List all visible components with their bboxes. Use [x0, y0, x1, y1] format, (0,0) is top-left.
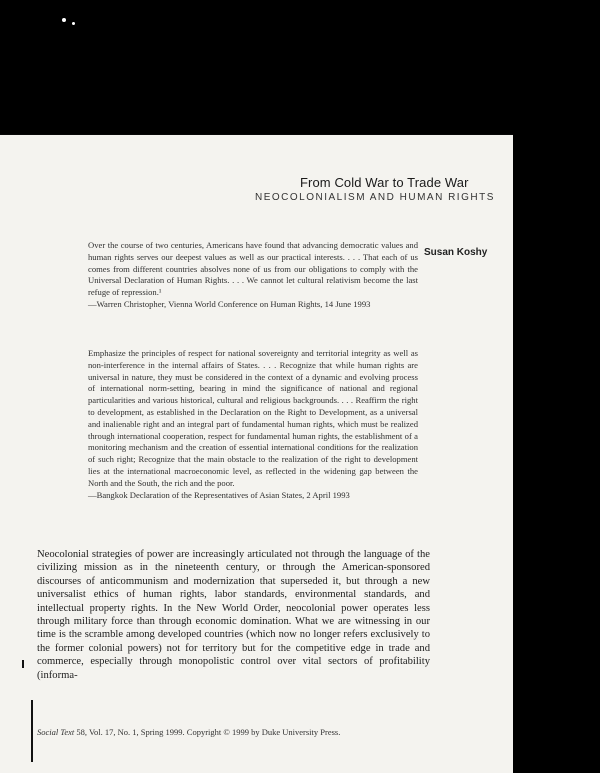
epigraph-1 [88, 240, 418, 311]
body-paragraph [37, 548, 430, 682]
body-text: Neocolonial strategies of power are increasingly articulated not through the language of the civilizing mission as in the nineteenth century, or through the American-sponsored discourses of anticommunism and modernization that superseded it, but through a new universalist ethics of human rights, labor standards, environmental standards, and intellectual property rights. In the New World Order, neocolonial power operates less through military force than through economic domination. What we are witnessing in our time is the scramble among developed countries (which now no longer refers exclusively to the former colonial powers) not for territory but for the competitive edge in trade and commerce, especially through monopolistic control over vital sectors of profitability (informa- [37, 549, 430, 681]
margin-mark [22, 660, 24, 668]
article-subtitle: NEOCOLONIALISM AND HUMAN RIGHTS [255, 192, 495, 203]
epigraph-text: Over the course of two centuries, Americans have found that advancing democratic values and human rights serves our deepest values as well as our practical interests. . . . That each of us comes from different countries absolves none of us from our obligations to comply with the Universal Declaration of Human Rights. . . . We cannot let cultural relativism become the last refuge of repression.¹ [88, 240, 418, 298]
epigraph-attribution: —Warren Christopher, Vienna World Conference on Human Rights, 14 June 1993 [88, 298, 371, 309]
epigraph-attribution: —Bangkok Declaration of the Representatives of Asian States, 2 April 1993 [88, 489, 350, 500]
scan-dark-top [0, 0, 513, 140]
dust-speck [72, 22, 75, 25]
margin-mark [31, 700, 33, 762]
dust-speck [62, 18, 66, 22]
scan-dark-right [513, 0, 600, 773]
citation-text: 58, Vol. 17, No. 1, Spring 1999. Copyright © 1999 by Duke University Press. [74, 727, 341, 737]
article-title: From Cold War to Trade War [300, 175, 469, 190]
journal-name: Social Text [37, 727, 75, 737]
epigraph-2 [88, 348, 418, 501]
author-name: Susan Koshy [424, 247, 488, 258]
footer-citation [37, 727, 340, 737]
epigraph-text: Emphasize the principles of respect for national sovereignty and territorial integrity as well as non-interference in the internal affairs of States. . . . Recognize that while human rights are universal in nature, they must be considered in the context of a dynamic and evolving process of international norm-setting, bearing in mind the significance of national and regional particularities and various historical, cultural and religious backgrounds. . . . Reaffirm the right to development, as established in the Declaration on the Right to Development, as a universal and inalienable right and an integral part of fundamental human rights, which must be realized through international cooperation, respect for fundamental human rights, the establishment of a monitoring mechanism and the creation of essential international conditions for the realization of such right; Recognize that the main obstacle to the realization of the right to development lies at the international macroeconomic level, as reflected in the widening gap between the North and the South, the rich and the poor. [88, 348, 418, 488]
